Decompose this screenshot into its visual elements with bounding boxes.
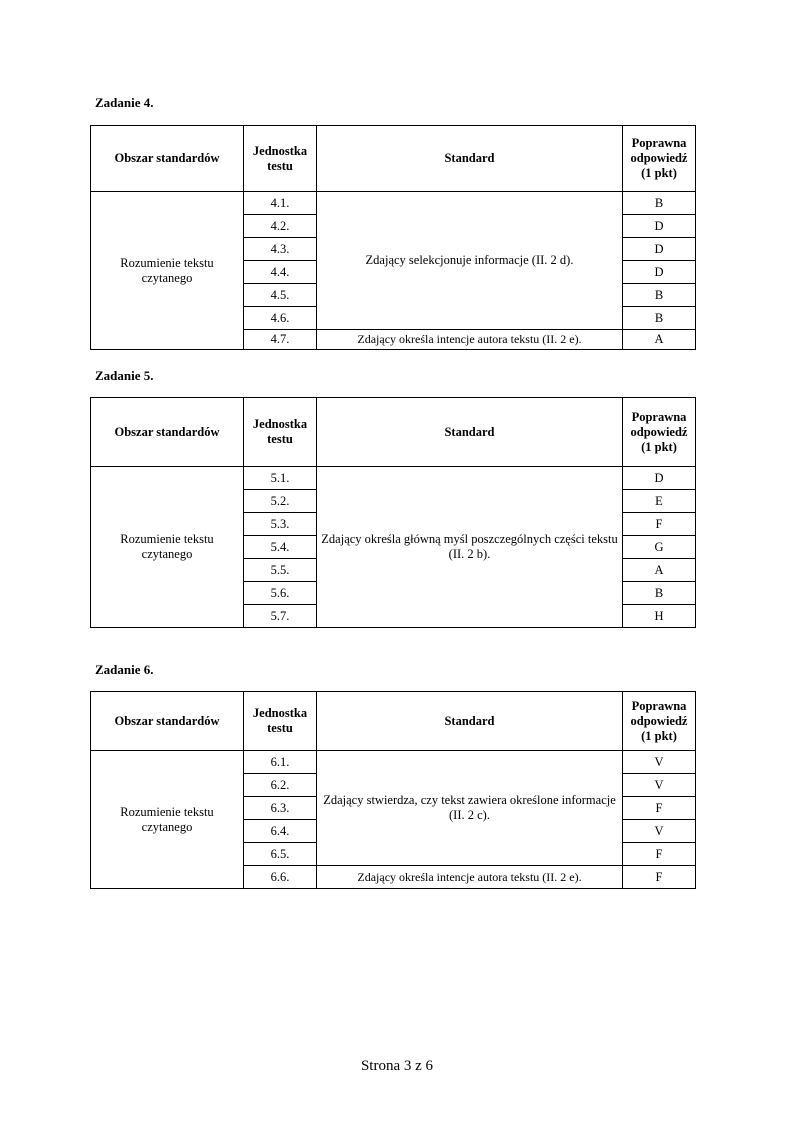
answer-cell: F [623, 797, 696, 820]
answer-cell: D [623, 467, 696, 490]
unit-cell: 5.6. [244, 582, 317, 605]
answer-cell: A [623, 559, 696, 582]
table-header-row [91, 398, 696, 467]
page-number: Strona 3 z 6 [360, 1058, 434, 1074]
unit-cell: 4.4. [244, 261, 317, 284]
task-4-title: Zadanie 4. [95, 95, 154, 110]
table-header-row [91, 126, 696, 192]
unit-cell: 6.5. [244, 843, 317, 866]
answer-cell: B [623, 307, 696, 330]
answer-cell: F [623, 866, 696, 889]
unit-cell: 6.3. [244, 797, 317, 820]
answer-cell: B [623, 582, 696, 605]
answer-cell: H [623, 605, 696, 628]
unit-cell: 4.2. [244, 215, 317, 238]
header-unit: Jednostka testu [244, 126, 317, 192]
task-5-title: Zadanie 5. [95, 368, 154, 383]
unit-cell: 4.7. [244, 330, 317, 350]
unit-cell: 5.7. [244, 605, 317, 628]
table-row [91, 751, 696, 774]
answer-cell: D [623, 238, 696, 261]
answer-cell: B [623, 192, 696, 215]
area-cell: Rozumienie tekstu czytanego [91, 751, 244, 889]
header-area: Obszar standardów [91, 398, 244, 467]
table-row [91, 192, 696, 215]
header-area: Obszar standardów [91, 126, 244, 192]
header-area: Obszar standardów [91, 692, 244, 751]
area-cell: Rozumienie tekstu czytanego [91, 192, 244, 350]
standard-cell: Zdający określa intencje autora tekstu (II. 2 e). [317, 866, 623, 889]
unit-cell: 6.2. [244, 774, 317, 797]
header-unit: Jednostka testu [244, 398, 317, 467]
header-standard: Standard [317, 126, 623, 192]
standard-cell: Zdający określa główną myśl poszczególnych części tekstu (II. 2 b). [317, 467, 623, 628]
task-4-table [90, 125, 696, 350]
standard-cell: Zdający określa intencje autora tekstu (II. 2 e). [317, 330, 623, 350]
answer-cell: F [623, 843, 696, 866]
answer-cell: V [623, 751, 696, 774]
unit-cell: 4.3. [244, 238, 317, 261]
task-6-table [90, 691, 696, 889]
unit-cell: 4.5. [244, 284, 317, 307]
header-unit: Jednostka testu [244, 692, 317, 751]
header-standard: Standard [317, 692, 623, 751]
unit-cell: 5.2. [244, 490, 317, 513]
answer-cell: D [623, 261, 696, 284]
unit-cell: 5.4. [244, 536, 317, 559]
unit-cell: 6.4. [244, 820, 317, 843]
answer-cell: A [623, 330, 696, 350]
unit-cell: 5.1. [244, 467, 317, 490]
answer-cell: V [623, 820, 696, 843]
table-header-row [91, 692, 696, 751]
unit-cell: 6.6. [244, 866, 317, 889]
answer-cell: F [623, 513, 696, 536]
answer-cell: V [623, 774, 696, 797]
task-5-table [90, 397, 696, 628]
answer-cell: B [623, 284, 696, 307]
task-6-title: Zadanie 6. [95, 662, 154, 677]
unit-cell: 6.1. [244, 751, 317, 774]
unit-cell: 4.1. [244, 192, 317, 215]
unit-cell: 4.6. [244, 307, 317, 330]
area-cell: Rozumienie tekstu czytanego [91, 467, 244, 628]
answer-cell: E [623, 490, 696, 513]
header-answer: Poprawna odpowiedź (1 pkt) [623, 398, 696, 467]
standard-cell: Zdający stwierdza, czy tekst zawiera określone informacje (II. 2 c). [317, 751, 623, 866]
unit-cell: 5.3. [244, 513, 317, 536]
answer-cell: G [623, 536, 696, 559]
standard-cell: Zdający selekcjonuje informacje (II. 2 d). [317, 192, 623, 330]
unit-cell: 5.5. [244, 559, 317, 582]
header-standard: Standard [317, 398, 623, 467]
table-row [91, 467, 696, 490]
header-answer: Poprawna odpowiedź (1 pkt) [623, 126, 696, 192]
answer-cell: D [623, 215, 696, 238]
header-answer: Poprawna odpowiedź (1 pkt) [623, 692, 696, 751]
